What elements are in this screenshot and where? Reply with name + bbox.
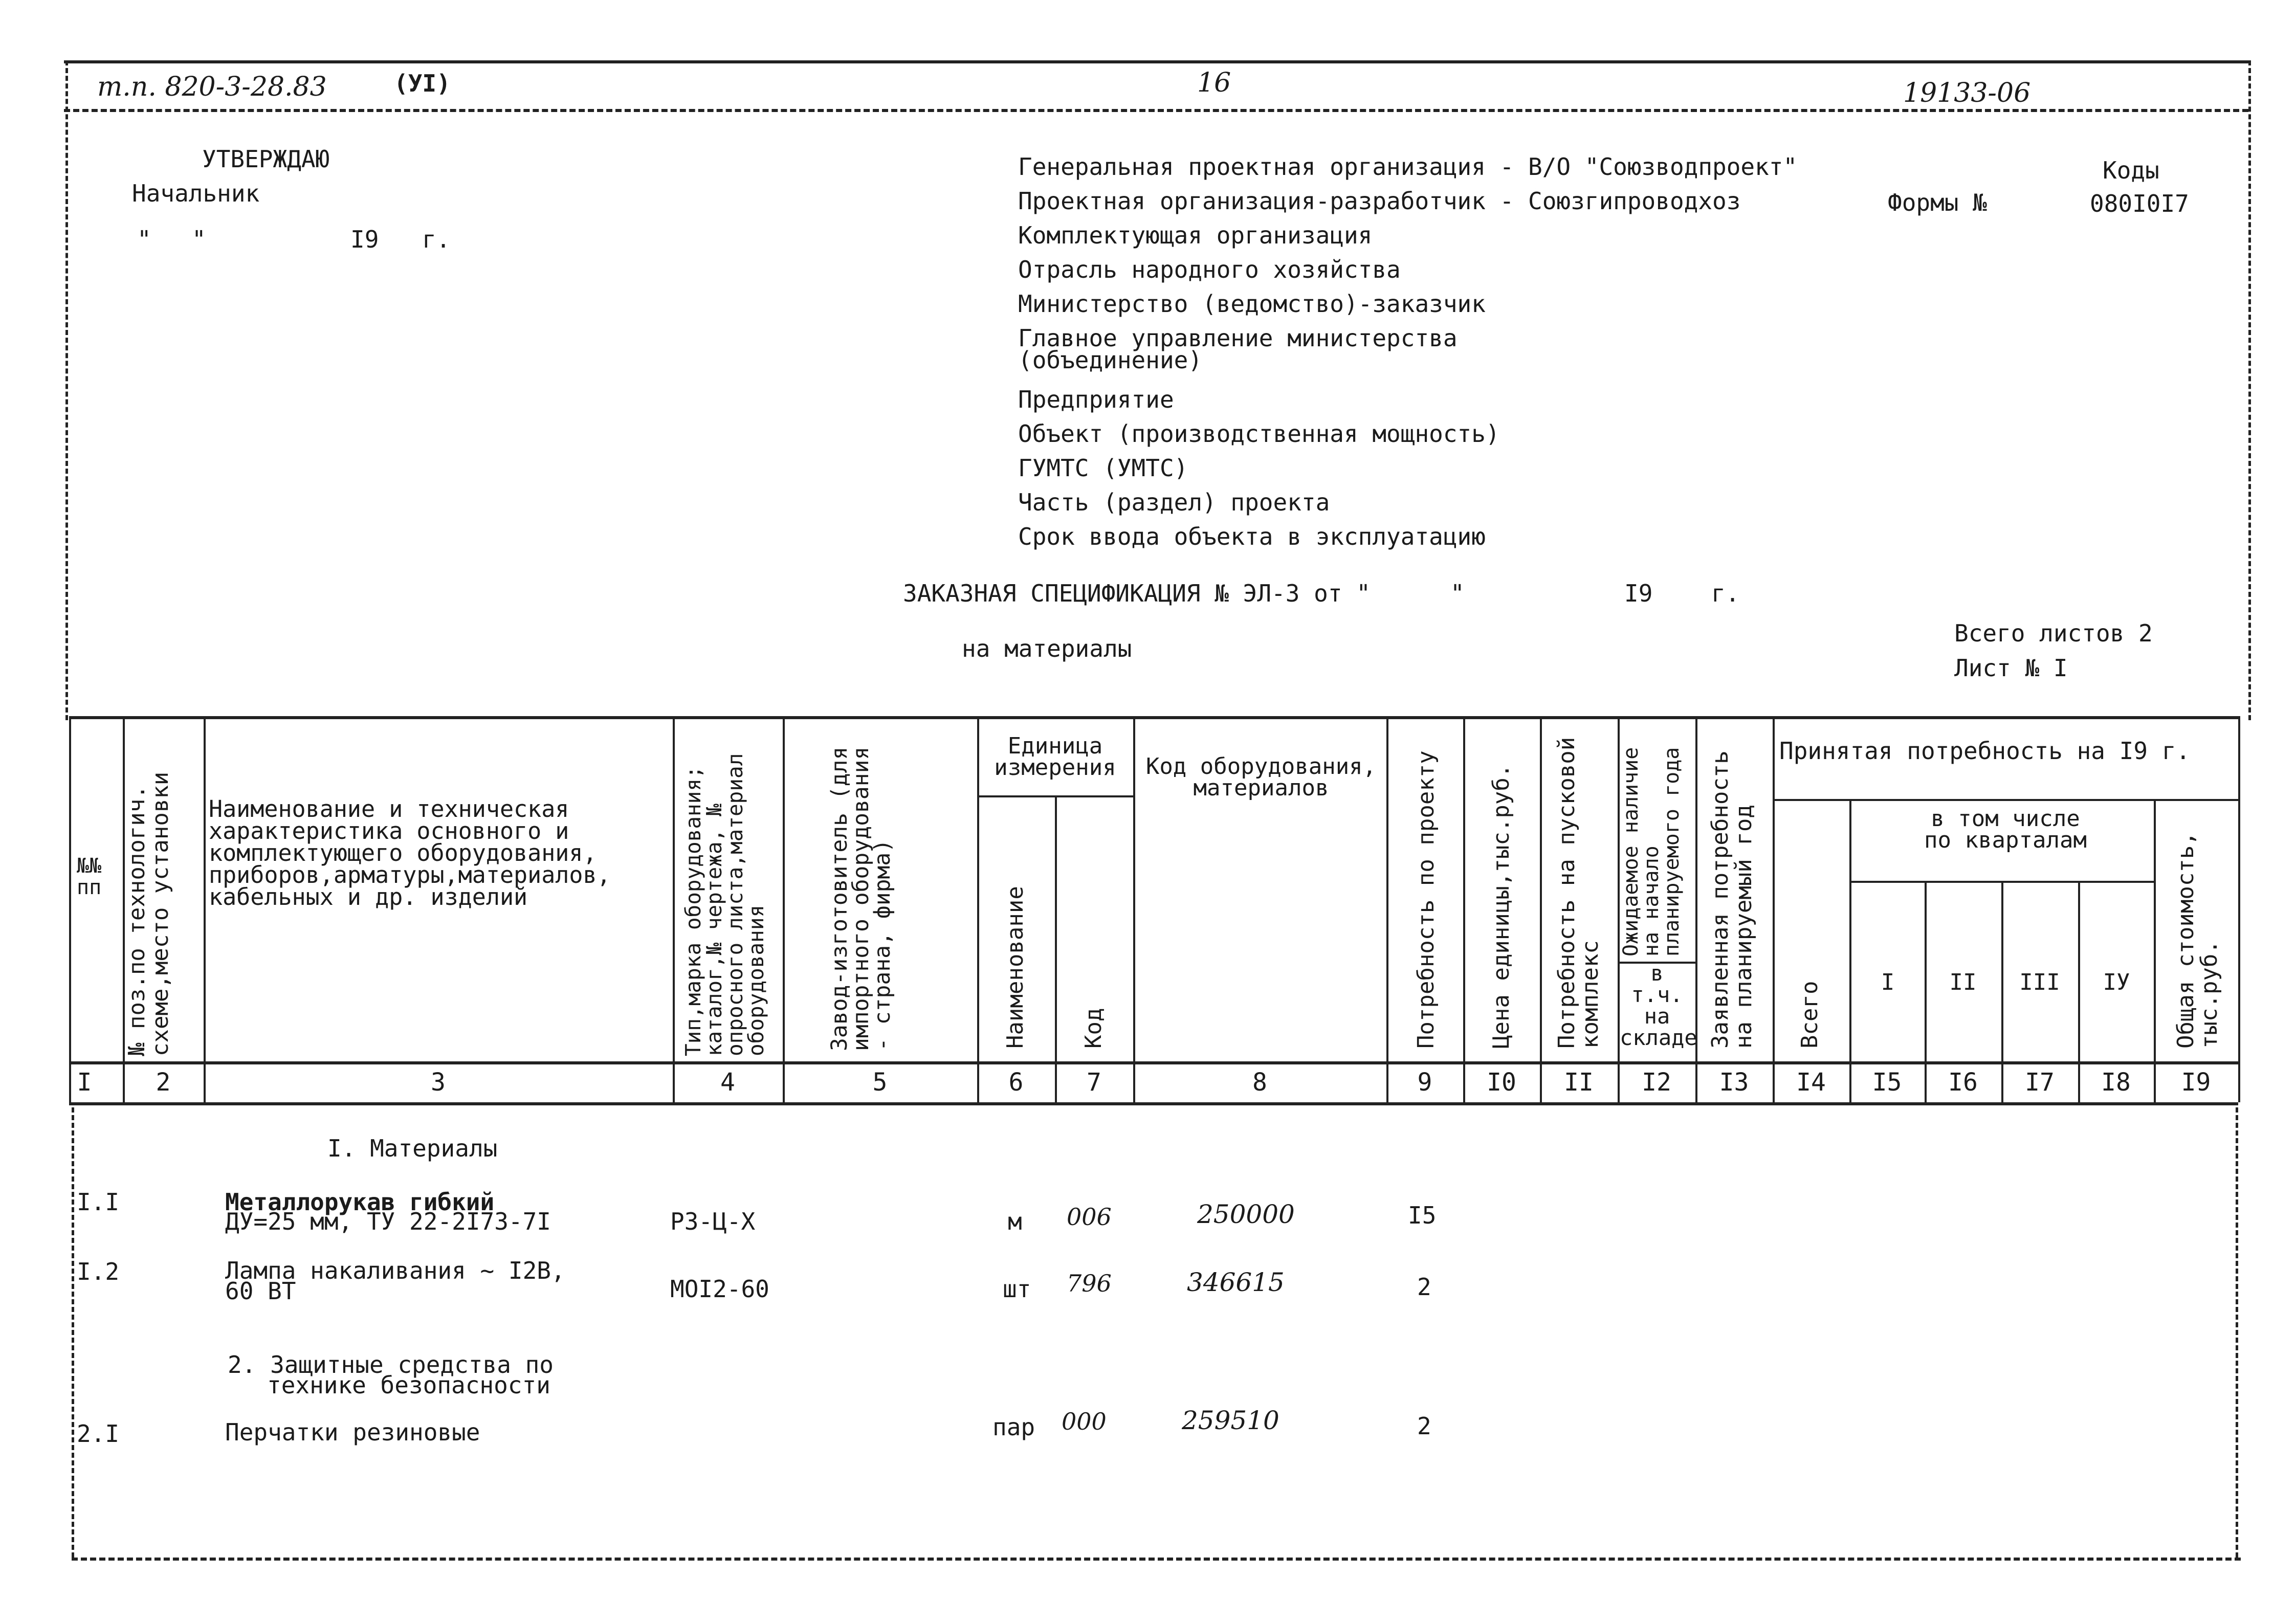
row-quantity: 2 bbox=[1417, 1273, 1431, 1301]
row-position: I.I bbox=[77, 1188, 120, 1216]
colnum: 4 bbox=[720, 1068, 735, 1097]
section-heading: I. Материалы bbox=[327, 1135, 498, 1162]
bottom-border bbox=[72, 1558, 2241, 1561]
colnum: I3 bbox=[1719, 1068, 1749, 1097]
col-divider bbox=[2238, 716, 2240, 1102]
colnum: 2 bbox=[156, 1068, 171, 1097]
stamp-volume: (УI) bbox=[394, 70, 451, 97]
org-line: ГУМТС (УМТС) bbox=[1018, 454, 1188, 482]
header-col7: Код bbox=[1080, 1008, 1107, 1049]
col-divider bbox=[69, 716, 71, 1102]
colnum: 3 bbox=[431, 1068, 446, 1097]
row-type: РЗ-Ц-Х bbox=[670, 1208, 756, 1235]
approval-year: I9 bbox=[350, 226, 379, 253]
header-col9: Потребность по проекту bbox=[1413, 750, 1439, 1049]
row-code: 346615 bbox=[1187, 1268, 1285, 1297]
approval-title: УТВЕРЖДАЮ bbox=[202, 145, 330, 173]
header-sub-line bbox=[1773, 799, 2238, 801]
row-code: 250000 bbox=[1197, 1199, 1295, 1229]
row-code: 259510 bbox=[1182, 1406, 1279, 1435]
stamp-project-number: т.п. 820-3-28.83 bbox=[97, 72, 327, 102]
row-unit-code: 796 bbox=[1067, 1270, 1112, 1297]
row-name: ДУ=25 мм, ТУ 22-2I73-7I bbox=[225, 1208, 551, 1235]
colnum: I2 bbox=[1642, 1068, 1671, 1097]
header-col13: Заявленная потребность на планируемый год bbox=[1707, 750, 1757, 1049]
colnum-top-line bbox=[69, 1061, 2238, 1064]
org-line: Проектная организация-разработчик - Союзгипроводхоз bbox=[1018, 187, 1741, 215]
row-type: МОI2-60 bbox=[670, 1275, 769, 1303]
header-col11: Потребность на пусковой комплекс bbox=[1554, 737, 1603, 1049]
row-quantity: 2 bbox=[1417, 1412, 1431, 1440]
row-position: 2.I bbox=[77, 1420, 120, 1448]
header-col4: Тип,марка оборудования; каталог,№ чертежа, № опросного листа,материал оборудования bbox=[681, 753, 768, 1056]
org-line: Срок ввода объекта в эксплуатацию bbox=[1018, 523, 1486, 550]
colnum: 9 bbox=[1417, 1068, 1432, 1097]
body-right-border bbox=[2236, 1107, 2238, 1558]
row-quantity: I5 bbox=[1408, 1202, 1437, 1229]
col-divider bbox=[1463, 716, 1465, 1102]
header-q3: III bbox=[2019, 969, 2060, 995]
row-name: Лампа накаливания ~ I2В, bbox=[225, 1257, 565, 1284]
sheet-number: Лист № I bbox=[1954, 654, 2068, 682]
stamp-inventory-number: 19133-06 bbox=[1903, 78, 2031, 108]
section-heading: технике безопасности bbox=[267, 1371, 550, 1399]
row-name: Металлорукав гибкий bbox=[225, 1188, 495, 1216]
col-divider bbox=[1773, 716, 1775, 1102]
row-name: 60 ВТ bbox=[225, 1277, 296, 1305]
form-code: 080I0I7 bbox=[2090, 190, 2189, 217]
header-col12-stock: в т.ч. на складе bbox=[1620, 961, 1697, 1050]
left-border bbox=[65, 60, 68, 720]
colnum: 5 bbox=[872, 1068, 888, 1097]
spec-title: ЗАКАЗНАЯ СПЕЦИФИКАЦИЯ № ЭЛ-3 от " bbox=[903, 580, 1371, 607]
header-unit: Единица измерения bbox=[994, 733, 1116, 781]
header-q1: I bbox=[1881, 969, 1895, 995]
codes-label: Коды bbox=[2103, 157, 2159, 184]
org-line: Предприятие bbox=[1018, 386, 1174, 413]
colnum: II bbox=[1564, 1068, 1594, 1097]
spec-title-quote: " bbox=[1450, 580, 1465, 607]
spec-year-suffix: г. bbox=[1711, 580, 1740, 607]
header-q4: IУ bbox=[2103, 969, 2130, 995]
right-border bbox=[2248, 60, 2251, 720]
colnum: I0 bbox=[1487, 1068, 1516, 1097]
row-unit: м bbox=[1008, 1208, 1022, 1235]
row-name: Перчатки резиновые bbox=[225, 1418, 480, 1446]
colnum: 6 bbox=[1008, 1068, 1024, 1097]
col-divider bbox=[673, 716, 675, 1102]
header-col2: № поз.по технологич. схеме,место установки bbox=[124, 771, 173, 1056]
top-border bbox=[64, 60, 2248, 63]
header-col8: Код оборудования, материалов bbox=[1145, 753, 1377, 801]
col-divider bbox=[1055, 795, 1057, 1102]
org-line: Объект (производственная мощность) bbox=[1018, 420, 1500, 448]
colnum: I7 bbox=[2025, 1068, 2055, 1097]
org-line: Часть (раздел) проекта bbox=[1018, 488, 1330, 516]
colnum: I4 bbox=[1796, 1068, 1826, 1097]
col-divider bbox=[1540, 716, 1542, 1102]
col-divider bbox=[204, 716, 206, 1102]
col-divider bbox=[1849, 799, 1851, 1102]
col-divider bbox=[1133, 716, 1135, 1102]
header-top-line bbox=[69, 716, 2238, 719]
colnum: I5 bbox=[1872, 1068, 1902, 1097]
col-divider bbox=[1386, 716, 1388, 1102]
header-q2: II bbox=[1949, 969, 1977, 995]
header-col6: Наименование bbox=[1002, 886, 1028, 1049]
spec-subtitle: на материалы bbox=[962, 635, 1132, 662]
colnum-bottom-line bbox=[69, 1102, 2238, 1105]
col-divider bbox=[2154, 799, 2156, 1102]
header-col1: №№ пп bbox=[77, 854, 102, 899]
colnum: I8 bbox=[2101, 1068, 2131, 1097]
header-quarters: в том числе по кварталам bbox=[1924, 806, 2087, 853]
approval-date-quote-open: " bbox=[137, 226, 151, 253]
colnum: I bbox=[77, 1068, 92, 1097]
org-line: Министерство (ведомство)-заказчик bbox=[1018, 290, 1486, 318]
org-line: Комплектующая организация bbox=[1018, 221, 1373, 249]
total-sheets: Всего листов 2 bbox=[1954, 619, 2153, 647]
body-left-border bbox=[72, 1107, 74, 1558]
form-label: Формы № bbox=[1888, 189, 1987, 216]
row-position: I.2 bbox=[77, 1258, 120, 1285]
header-col14: Всего bbox=[1797, 981, 1823, 1049]
org-line: Отрасль народного хозяйства bbox=[1018, 256, 1401, 283]
section-heading: 2. Защитные средства по bbox=[228, 1351, 554, 1378]
org-line: (объединение) bbox=[1018, 346, 1203, 374]
colnum: I6 bbox=[1948, 1068, 1978, 1097]
row-unit: шт bbox=[1003, 1275, 1031, 1303]
colnum: 8 bbox=[1252, 1068, 1267, 1097]
col-divider bbox=[977, 716, 979, 1102]
approval-year-suffix: г. bbox=[422, 226, 451, 253]
header-col19: Общая стоимость, тыс.руб. bbox=[2173, 832, 2222, 1049]
row-unit: пар bbox=[992, 1413, 1035, 1441]
header-col10: Цена единицы,тыс.руб. bbox=[1488, 764, 1514, 1049]
header-col3: Наименование и техническая характеристика основного и комплектующего оборудования, приборов,арматуры,материалов, кабельных и др. изделий bbox=[209, 795, 611, 910]
header-accepted: Принятая потребность на I9 г. bbox=[1779, 737, 2191, 765]
header-col12: Ожидаемое наличие на начало планируемого года bbox=[1619, 747, 1684, 957]
header-col5: Завод-изготовитель (для импортного оборудования - страна, фирма) bbox=[827, 746, 895, 1051]
col-divider bbox=[783, 716, 785, 1102]
org-line: Генеральная проектная организация - В/О "Союзводпроект" bbox=[1018, 153, 1798, 181]
row-unit-code: 000 bbox=[1062, 1408, 1107, 1435]
row-unit-code: 006 bbox=[1067, 1203, 1112, 1231]
approval-position: Начальник bbox=[132, 180, 260, 207]
colnum: I9 bbox=[2181, 1068, 2211, 1097]
approval-date-quote-close: " bbox=[192, 226, 206, 253]
org-line: Главное управление министерства bbox=[1018, 324, 1458, 352]
colnum: 7 bbox=[1087, 1068, 1101, 1097]
stamp-page-number: 16 bbox=[1197, 68, 1231, 98]
spec-year: I9 bbox=[1624, 580, 1653, 607]
stamp-bottom-border bbox=[64, 109, 2248, 112]
